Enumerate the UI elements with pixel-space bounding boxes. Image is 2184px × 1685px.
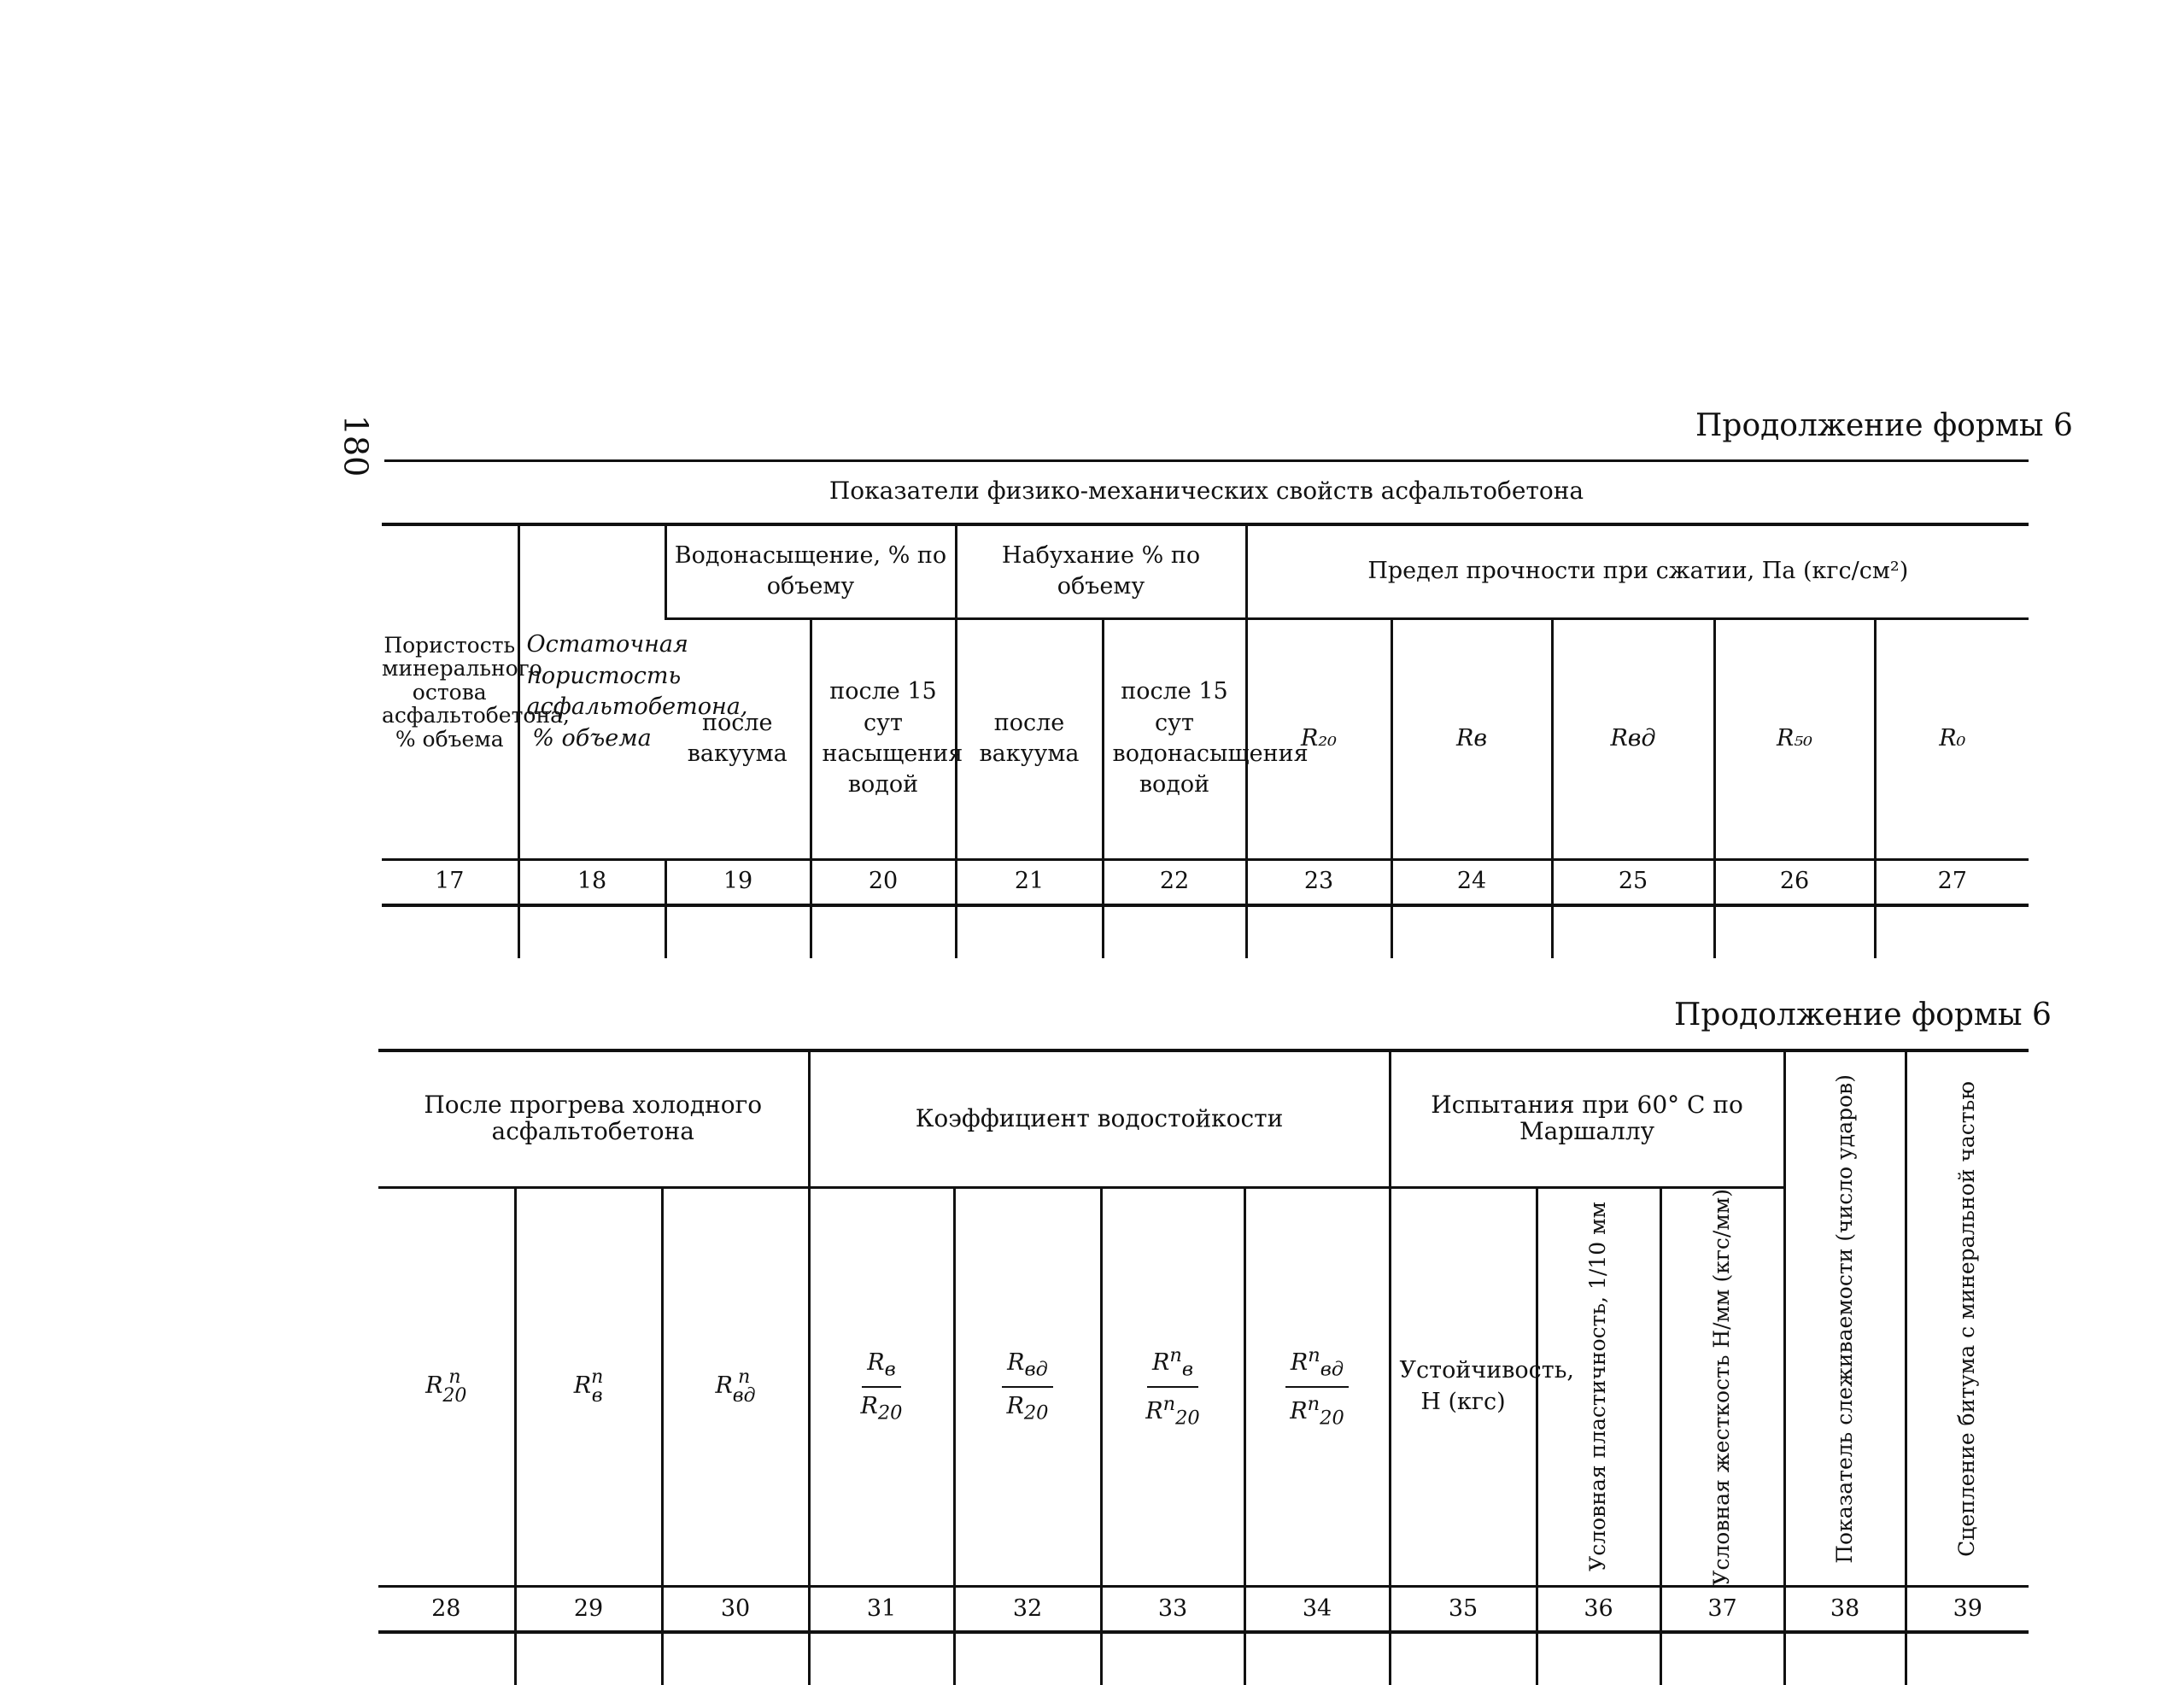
col-number: 26 <box>1714 859 1875 905</box>
col-number: 28 <box>378 1587 515 1633</box>
col-number: 36 <box>1537 1587 1660 1633</box>
col37-header: Условная жесткость Н/мм (кгс/мм) <box>1660 1187 1784 1587</box>
table1-title: Показатели физико-механических свойств асфальтобетона <box>829 477 1584 505</box>
col-number: 21 <box>956 859 1103 905</box>
col-number: 18 <box>518 859 665 905</box>
col-number: 31 <box>809 1587 954 1633</box>
col-number: 37 <box>1660 1587 1784 1633</box>
col25-header: Rвд <box>1552 618 1714 859</box>
data-cell <box>1784 1632 1906 1685</box>
water-saturation-header: Водонасыщение, % по объему <box>665 524 956 618</box>
data-cell <box>1660 1632 1784 1685</box>
continuation-title-1: Продолжение формы 6 <box>1695 408 2073 443</box>
col-number: 33 <box>1101 1587 1244 1633</box>
col29-header: R п в <box>515 1187 662 1587</box>
data-cell <box>1552 905 1714 958</box>
data-cell <box>515 1632 662 1685</box>
data-cell <box>1537 1632 1660 1685</box>
col-number: 35 <box>1390 1587 1537 1633</box>
data-cell <box>518 905 665 958</box>
col-number: 38 <box>1784 1587 1906 1633</box>
water-resistance-header: Коэффициент водостойкости <box>809 1050 1390 1187</box>
col-number: 25 <box>1552 859 1714 905</box>
col23-header: R₂₀ <box>1246 618 1391 859</box>
table1 <box>382 523 2029 958</box>
col-number: 20 <box>811 859 956 905</box>
col19-header: после вакуума <box>687 709 788 767</box>
col38-header: Показатель слеживаемости (число ударов) <box>1784 1050 1906 1587</box>
col24-header: Rв <box>1391 618 1552 859</box>
col-number: 23 <box>1246 859 1391 905</box>
table2 <box>378 1049 2029 1685</box>
col28-header: R п 20 <box>425 1366 467 1407</box>
col26-header: R₅₀ <box>1714 618 1875 859</box>
data-cell <box>809 1632 954 1685</box>
col-number: 22 <box>1103 859 1246 905</box>
col-number: 24 <box>1391 859 1552 905</box>
page-number: 180 <box>337 414 375 477</box>
col21-header: после вакуума <box>956 618 1103 859</box>
data-cell <box>382 905 518 958</box>
data-cell <box>954 1632 1101 1685</box>
col-number: 34 <box>1244 1587 1390 1633</box>
data-cell <box>1875 905 2029 958</box>
col34-header: $\frac{R^п_{вд}}{R^п_{20}}$ <box>1244 1187 1390 1587</box>
col-number: 30 <box>662 1587 809 1633</box>
data-cell <box>1101 1632 1244 1685</box>
heating-header: После прогрева холодного асфальтобетона <box>378 1050 809 1187</box>
col22-header: после 15 сут водонасыщения водой <box>1103 618 1246 859</box>
col20-header: после 15 сут насыщения водой <box>811 618 956 859</box>
data-cell <box>811 905 956 958</box>
compression-strength-header: Предел прочности при сжатии, Па (кгс/см²) <box>1246 524 2029 618</box>
col-number: 32 <box>954 1587 1101 1633</box>
col18-header: Остаточная пористость асфальтобетона, % объема <box>518 524 665 859</box>
col-number: 27 <box>1875 859 2029 905</box>
col35-header: Устойчивость, Н (кгс) <box>1390 1187 1537 1587</box>
data-cell <box>1390 1632 1537 1685</box>
col32-header: $\frac{R_{вд}}{R_{20}}$ <box>954 1187 1101 1587</box>
data-cell <box>956 905 1103 958</box>
table1-top-rule <box>384 459 2029 462</box>
data-cell <box>665 905 811 958</box>
data-cell <box>1391 905 1552 958</box>
swelling-header: Набухание % по объему <box>956 524 1246 618</box>
col-number: 19 <box>665 859 811 905</box>
data-cell <box>1103 905 1246 958</box>
continuation-title-2: Продолжение формы 6 <box>1674 998 2052 1033</box>
data-cell <box>662 1632 809 1685</box>
col33-header: $\frac{R^п_в}{R^п_{20}}$ <box>1101 1187 1244 1587</box>
col-number: 39 <box>1906 1587 2029 1633</box>
data-cell <box>1246 905 1391 958</box>
col30-header: R п вд <box>662 1187 809 1587</box>
col-number: 17 <box>382 859 518 905</box>
col39-header: Сцепление битума с минеральной частью <box>1906 1050 2029 1587</box>
col17-header: Пористость минерального остова асфальтобетона, % объема <box>382 524 518 859</box>
col31-header: $\frac{R_в}{R_{20}}$ <box>809 1187 954 1587</box>
data-cell <box>378 1632 515 1685</box>
marshall-header: Испытания при 60° С по Маршаллу <box>1390 1050 1784 1187</box>
data-cell <box>1906 1632 2029 1685</box>
data-cell <box>1714 905 1875 958</box>
col27-header: R₀ <box>1875 618 2029 859</box>
col36-header: Условная пластичность, 1/10 мм <box>1537 1187 1660 1587</box>
data-cell <box>1244 1632 1390 1685</box>
col-number: 29 <box>515 1587 662 1633</box>
